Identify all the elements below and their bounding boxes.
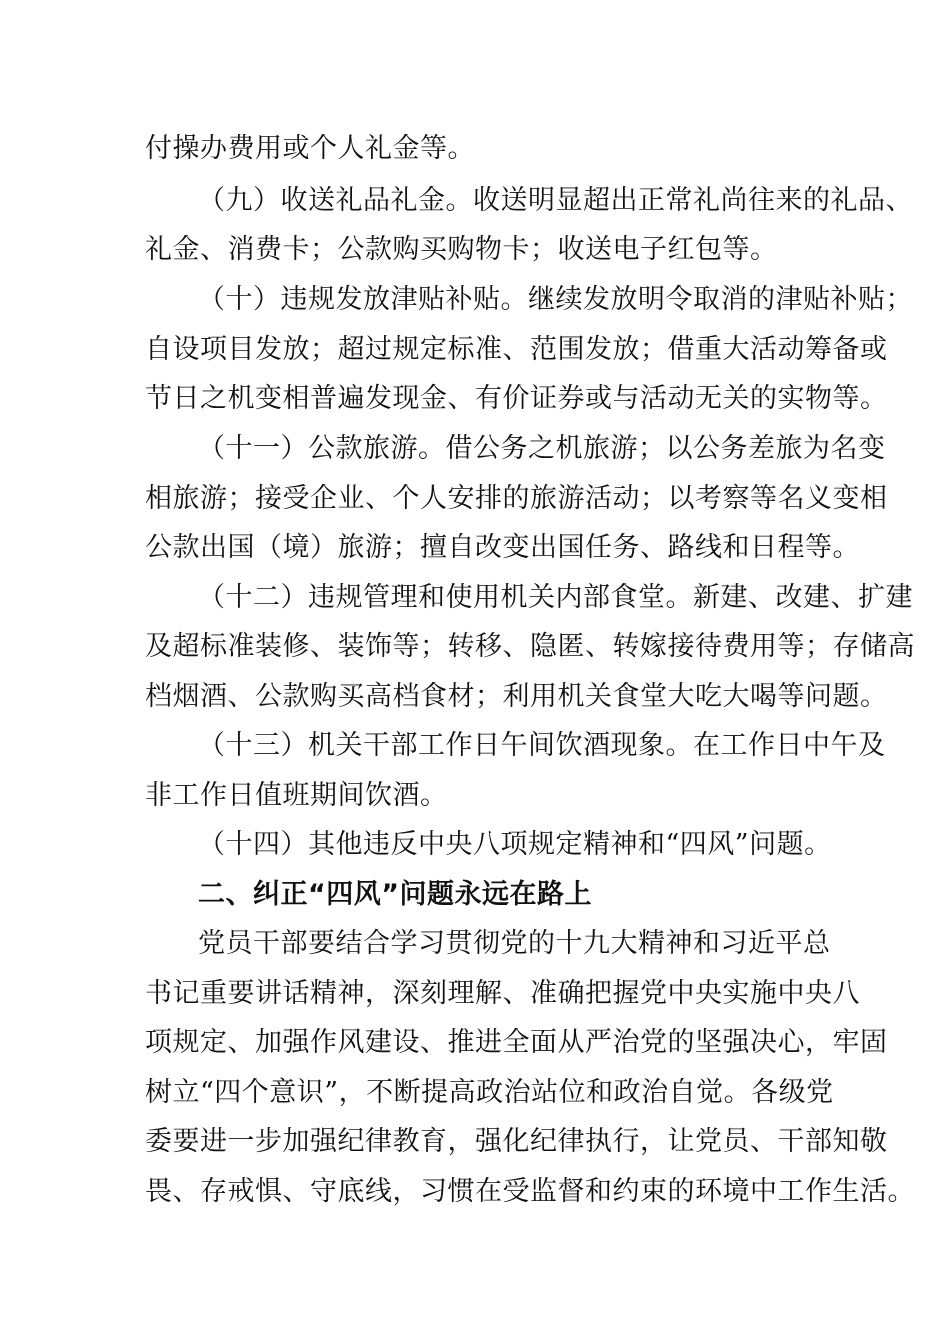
body-text-line: 及超标准装修、装饰等；转移、隐匿、转嫁接待费用等；存储高 (145, 631, 915, 662)
body-text-line: 项规定、加强作风建设、推进全面从严治党的坚强决心，牢固 (145, 1027, 888, 1058)
body-text-line: 书记重要讲话精神，深刻理解、准确把握党中央实施中央八 (145, 978, 860, 1009)
section-heading: 二、纠正“四风”问题永远在路上 (198, 879, 592, 910)
body-text-line: 相旅游；接受企业、个人安排的旅游活动；以考察等名义变相 (145, 483, 888, 514)
body-text-line: 礼金、消费卡；公款购买购物卡；收送电子红包等。 (145, 234, 778, 265)
body-text-line: 付操办费用或个人礼金等。 (145, 133, 475, 164)
body-text-line: 自设项目发放；超过规定标准、范围发放；借重大活动筹备或 (145, 334, 888, 365)
body-text-line: 委要进一步加强纪律教育，强化纪律执行，让党员、干部知敬 (145, 1126, 888, 1157)
body-text-line: 档烟酒、公款购买高档食材；利用机关食堂大吃大喝等问题。 (145, 681, 888, 712)
list-item-12: （十二）违规管理和使用机关内部食堂。新建、改建、扩建 (198, 582, 913, 613)
list-item-9: （九）收送礼品礼金。收送明显超出正常礼尚往来的礼品、 (198, 185, 913, 216)
list-item-11: （十一）公款旅游。借公务之机旅游；以公务差旅为名变 (198, 433, 886, 464)
body-text-line: 畏、存戒惧、守底线，习惯在受监督和约束的环境中工作生活。 (145, 1176, 915, 1207)
list-item-13: （十三）机关干部工作日午间饮酒现象。在工作日中午及 (198, 730, 886, 761)
body-text-line: 非工作日值班期间饮酒。 (145, 780, 448, 811)
paragraph-start: 党员干部要结合学习贯彻党的十九大精神和习近平总 (198, 928, 831, 959)
list-item-10: （十）违规发放津贴补贴。继续发放明令取消的津贴补贴； (198, 284, 913, 315)
body-text-line: 树立“四个意识”，不断提高政治站位和政治自觉。各级党 (145, 1077, 834, 1108)
body-text-line: 节日之机变相普遍发现金、有价证券或与活动无关的实物等。 (145, 383, 888, 414)
list-item-14: （十四）其他违反中央八项规定精神和“四风”问题。 (198, 829, 832, 860)
body-text-line: 公款出国（境）旅游；擅自改变出国任务、路线和日程等。 (145, 532, 860, 563)
